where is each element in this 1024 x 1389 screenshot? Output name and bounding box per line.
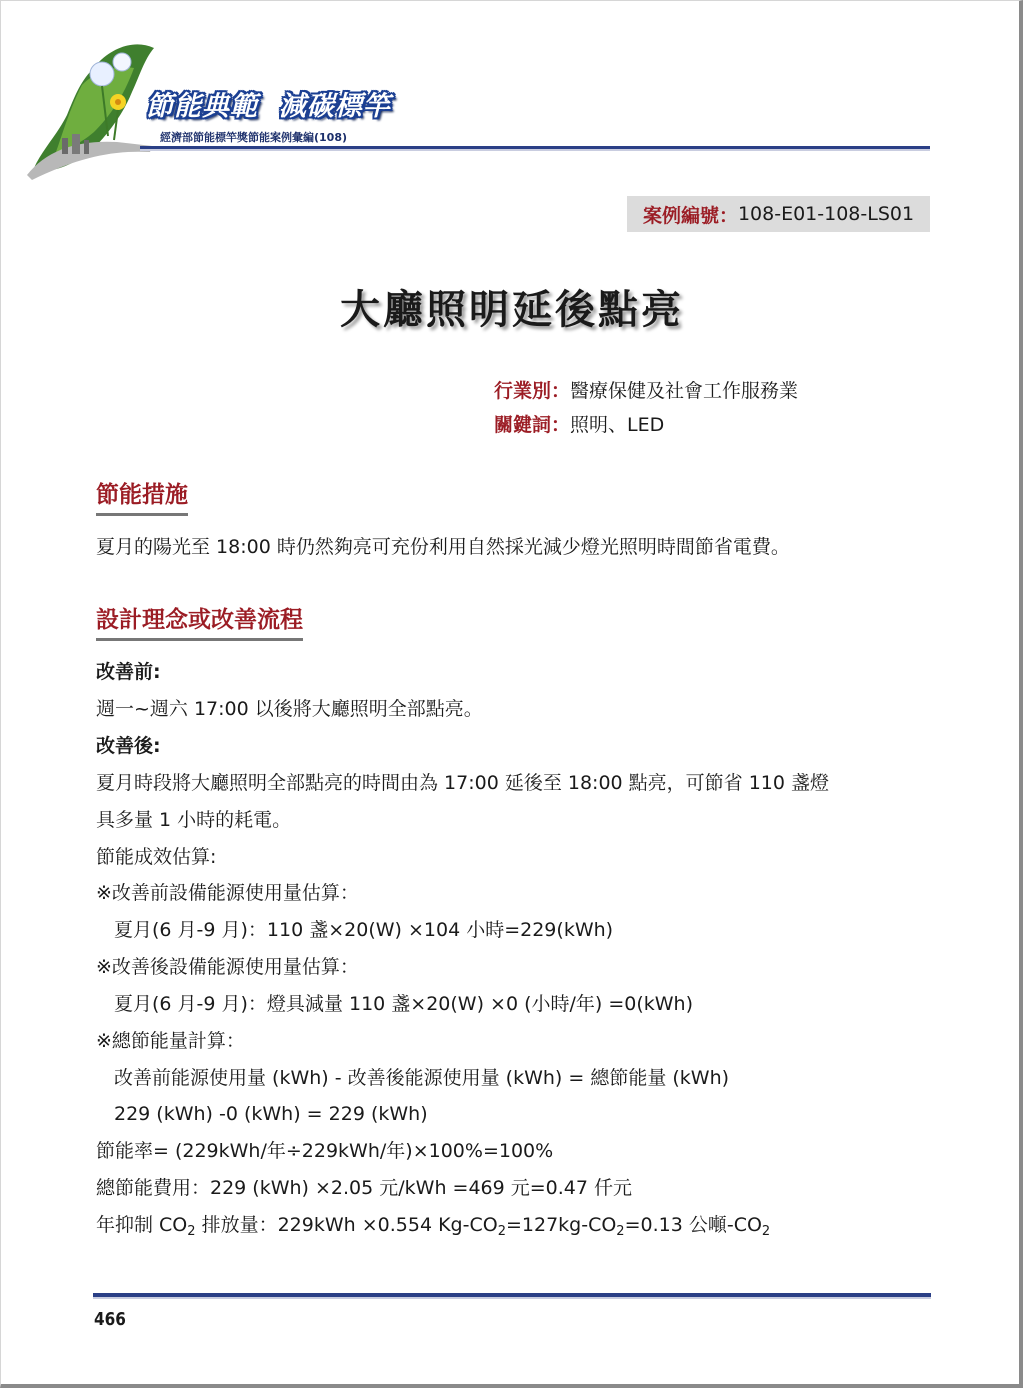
before-label: 改善前: (96, 661, 161, 683)
footer-divider (93, 1293, 931, 1299)
keywords-value: 照明、LED (570, 414, 665, 436)
total-savings-formula: 改善前能源使用量 (kWh) - 改善後能源使用量 (kWh) = 總節能量 (kWh) (114, 1067, 730, 1089)
page-title: 大廳照明延後點亮 (340, 287, 684, 333)
total-savings-calc: 229 (kWh) -0 (kWh) = 229 (kWh) (114, 1103, 428, 1125)
before-energy-label: ※改善前設備能源使用量估算： (96, 882, 359, 904)
after-text-line-1: 夏月時段將大廳照明全部點亮的時間由為 17:00 延後至 18:00 點亮，可節省 110 盞燈 (96, 772, 830, 794)
logo-subtitle: 經濟部節能標竿獎節能案例彙編(108) (160, 131, 348, 144)
after-text-line-2: 具多量 1 小時的耗電。 (96, 809, 292, 831)
after-energy-label: ※改善後設備能源使用量估算： (96, 956, 359, 978)
total-savings-label: ※總節能量計算： (96, 1030, 245, 1052)
estimate-label: 節能成效估算: (96, 846, 217, 868)
case-number-value: 108-E01-108-LS01 (737, 203, 915, 225)
co2-reduction: 年抑制 $CO_2$ 排放量：229kWh ×0.554 $Kg-CO_2=127kg-CO_2=0.13$ 公噸$-CO_2$ (96, 1214, 771, 1239)
before-text: 週一~週六 17:00 以後將大廳照明全部點亮。 (96, 698, 483, 720)
industry-label: 行業別： (494, 380, 571, 402)
case-number-box (627, 196, 930, 232)
keywords-row (494, 410, 664, 437)
case-number-label: 案例編號： (642, 204, 738, 227)
section-heading-measures: 節能措施 (96, 476, 188, 516)
measures-text: 夏月的陽光至 18:00 時仍然夠亮可充份利用自然採光減少燈光照明時間節省電費。 (96, 536, 790, 558)
industry-value: 醫療保健及社會工作服務業 (570, 380, 799, 402)
savings-cost: 總節能費用：229 (kWh) ×2.05 元/kWh =469 元=0.47 仟元 (96, 1177, 633, 1199)
industry-row (494, 376, 798, 403)
page-number: 466 (94, 1309, 126, 1330)
header-divider (140, 146, 930, 151)
keywords-label: 關鍵詞： (494, 414, 571, 436)
section-heading-design: 設計理念或改善流程 (96, 601, 303, 641)
after-label: 改善後: (96, 735, 161, 757)
after-energy-calc: 夏月(6 月-9 月)：燈具減量 110 盞×20(W) ×0 (小時/年) =0(kWh) (114, 993, 694, 1015)
savings-rate: 節能率= (229kWh/年÷229kWh/年)×100%=100% (96, 1140, 554, 1162)
before-energy-calc: 夏月(6 月-9 月)：110 盞×20(W) ×104 小時=229(kWh) (114, 919, 614, 941)
logo-title: 節能典範 減碳標竿 (146, 91, 391, 122)
